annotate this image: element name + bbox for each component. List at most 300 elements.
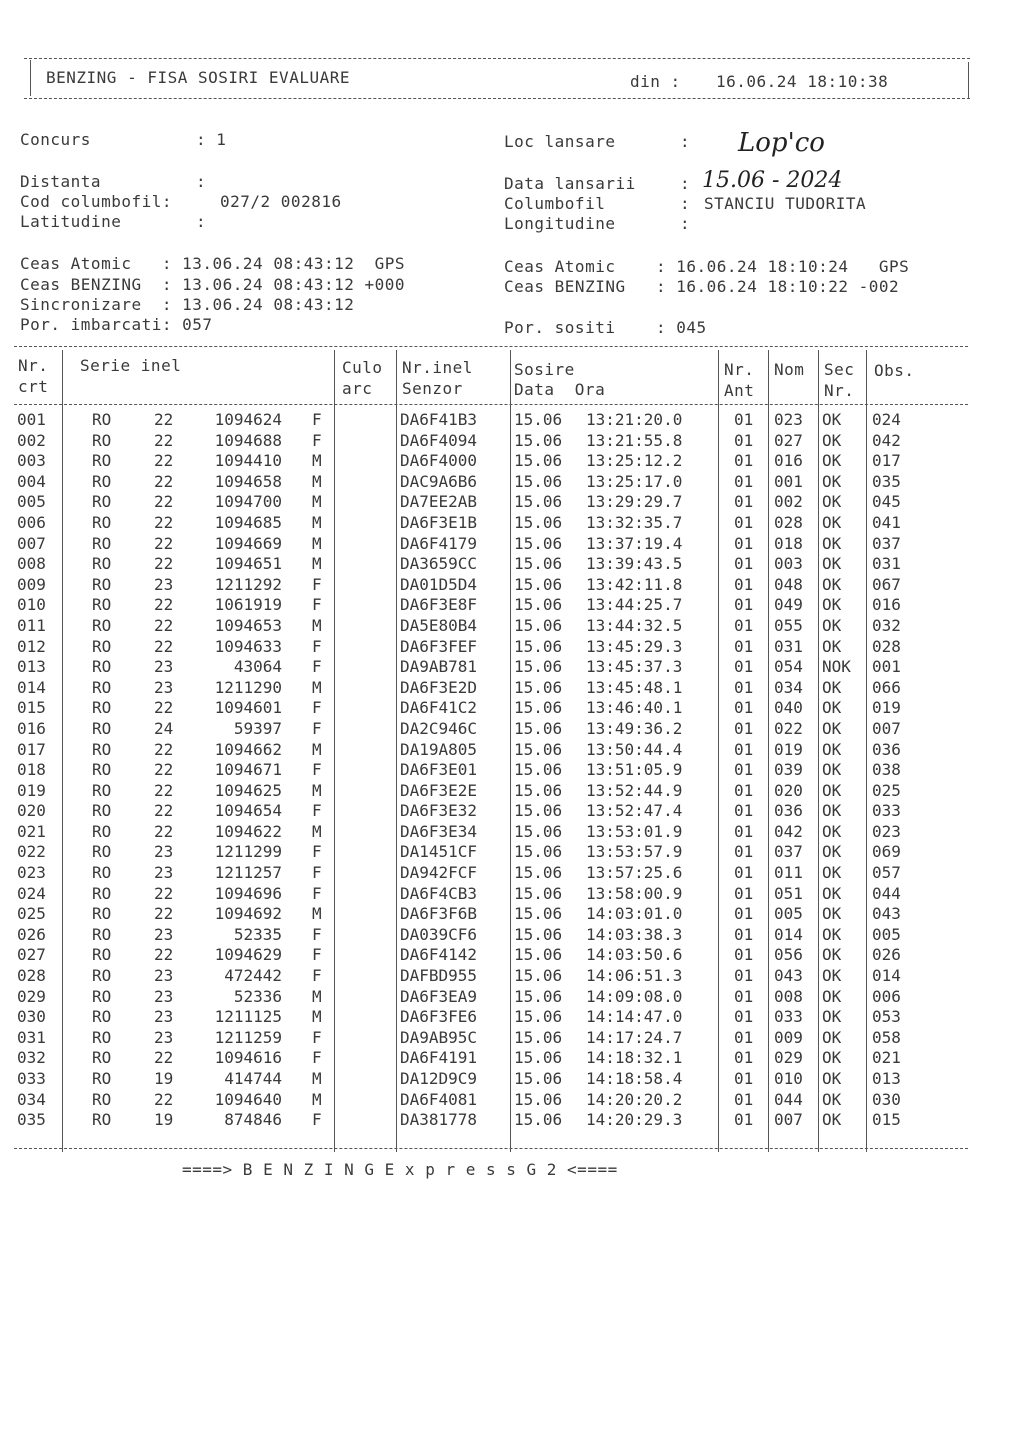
row-sec-status: OK — [822, 1069, 842, 1088]
row-sensor-id: DAFBD955 — [400, 966, 478, 986]
data-lansarii-label: Data lansarii — [504, 174, 636, 193]
row-ring-number: 59397 — [233, 718, 282, 738]
row-ring-number: 1094669 — [214, 533, 282, 553]
row-arrival-date: 15.06 — [514, 615, 563, 635]
row-antenna: 01 — [734, 492, 754, 512]
row-sex: F — [312, 863, 322, 883]
row-arrival-date: 15.06 — [514, 636, 563, 656]
row-antenna: 01 — [734, 904, 754, 924]
row-arrival-time: 14:17:24.7 — [586, 1027, 683, 1047]
row-nr: 008 — [17, 554, 46, 574]
col-arc: arc — [342, 379, 373, 398]
row-nr: 018 — [17, 760, 46, 780]
row-ring-number: 472442 — [224, 966, 282, 986]
row-ring-number: 1094601 — [214, 698, 282, 718]
row-obs: 067 — [872, 574, 901, 594]
row-obs: 024 — [872, 410, 901, 429]
row-obs: 016 — [872, 595, 901, 615]
row-nom: 019 — [774, 739, 803, 759]
row-nom: 005 — [774, 904, 803, 924]
row-nr: 035 — [17, 1110, 46, 1130]
row-sensor-id: DA039CF6 — [400, 924, 478, 944]
row-nom: 028 — [774, 512, 803, 532]
row-sex: M — [312, 780, 322, 800]
row-sensor-id: DA6F3E1B — [400, 512, 478, 532]
report-title: BENZING - FISA SOSIRI EVALUARE — [46, 68, 350, 87]
row-nom: 049 — [774, 595, 803, 615]
row-sensor-id: DA6F4094 — [400, 430, 478, 450]
row-year: 22 — [154, 904, 174, 924]
row-year: 23 — [154, 657, 174, 677]
col-ant: Ant — [724, 381, 755, 400]
row-sensor-id: DA942FCF — [400, 863, 478, 883]
row-year: 19 — [154, 1069, 174, 1088]
row-arrival-date: 15.06 — [514, 554, 563, 574]
row-country: RO — [92, 533, 112, 553]
ceas-atomic-end: Ceas Atomic : 16.06.24 18:10:24 GPS — [504, 257, 910, 276]
table-row — [14, 842, 974, 863]
row-arrival-date: 15.06 — [514, 780, 563, 800]
row-ring-number: 1094654 — [214, 801, 282, 821]
row-arrival-date: 15.06 — [514, 883, 563, 903]
row-antenna: 01 — [734, 718, 754, 738]
row-arrival-time: 13:44:32.5 — [586, 615, 683, 635]
row-arrival-time: 14:09:08.0 — [586, 986, 683, 1006]
row-antenna: 01 — [734, 677, 754, 697]
row-sex: F — [312, 924, 322, 944]
porumbei-imbarcati: Por. imbarcati: 057 — [20, 315, 213, 334]
row-obs: 066 — [872, 677, 901, 697]
row-obs: 013 — [872, 1069, 901, 1088]
row-obs: 033 — [872, 801, 901, 821]
row-obs: 036 — [872, 739, 901, 759]
row-nom: 042 — [774, 821, 803, 841]
row-country: RO — [92, 718, 112, 738]
row-ring-number: 1094671 — [214, 760, 282, 780]
row-nr: 027 — [17, 945, 46, 965]
row-arrival-time: 13:37:19.4 — [586, 533, 683, 553]
table-row — [14, 1110, 974, 1131]
row-nom: 055 — [774, 615, 803, 635]
row-sensor-id: DA6F3E8F — [400, 595, 478, 615]
row-arrival-time: 13:45:37.3 — [586, 657, 683, 677]
row-sensor-id: DA6F4081 — [400, 1089, 478, 1109]
row-nom: 009 — [774, 1027, 803, 1047]
row-year: 22 — [154, 801, 174, 821]
row-sec-status: OK — [822, 512, 842, 532]
row-arrival-time: 14:14:47.0 — [586, 1007, 683, 1027]
latitudine-label: Latitudine — [20, 212, 122, 231]
row-arrival-time: 13:52:47.4 — [586, 801, 683, 821]
row-sex: M — [312, 471, 322, 491]
row-nom: 034 — [774, 677, 803, 697]
row-arrival-time: 14:18:58.4 — [586, 1069, 683, 1088]
row-sex: M — [312, 1069, 322, 1088]
table-row — [14, 1007, 974, 1028]
row-nom: 039 — [774, 760, 803, 780]
row-nr: 032 — [17, 1048, 46, 1068]
row-obs: 043 — [872, 904, 901, 924]
row-year: 22 — [154, 430, 174, 450]
distanta-sep: : — [196, 172, 207, 191]
table-row — [14, 1090, 974, 1111]
table-header-bottom-rule — [14, 404, 968, 405]
row-arrival-date: 15.06 — [514, 1089, 563, 1109]
row-sex: F — [312, 410, 322, 429]
header-bottom-rule — [24, 98, 970, 99]
row-country: RO — [92, 1007, 112, 1027]
row-arrival-date: 15.06 — [514, 718, 563, 738]
row-sensor-id: DA381778 — [400, 1110, 478, 1130]
row-year: 23 — [154, 924, 174, 944]
row-sex: M — [312, 554, 322, 574]
row-arrival-time: 13:21:55.8 — [586, 430, 683, 450]
row-sensor-id: DA6F3E2E — [400, 780, 478, 800]
table-row — [14, 987, 974, 1008]
row-ring-number: 1094653 — [214, 615, 282, 635]
row-year: 22 — [154, 451, 174, 471]
row-country: RO — [92, 595, 112, 615]
row-antenna: 01 — [734, 595, 754, 615]
row-country: RO — [92, 1069, 112, 1088]
row-year: 22 — [154, 554, 174, 574]
row-antenna: 01 — [734, 1027, 754, 1047]
row-sex: F — [312, 1048, 322, 1068]
row-arrival-date: 15.06 — [514, 451, 563, 471]
row-ring-number: 414744 — [224, 1069, 282, 1088]
row-obs: 023 — [872, 821, 901, 841]
row-obs: 005 — [872, 924, 901, 944]
row-year: 22 — [154, 883, 174, 903]
row-ring-number: 1094624 — [214, 410, 282, 429]
row-ring-number: 1211259 — [214, 1027, 282, 1047]
row-sec-status: OK — [822, 471, 842, 491]
cod-columbofil-label: Cod columbofil: — [20, 192, 172, 211]
row-ring-number: 1211125 — [214, 1007, 282, 1027]
row-ring-number: 1094662 — [214, 739, 282, 759]
row-sec-status: OK — [822, 780, 842, 800]
row-sensor-id: DA6F4CB3 — [400, 883, 478, 903]
row-sensor-id: DA6F3EA9 — [400, 986, 478, 1006]
row-sex: F — [312, 595, 322, 615]
row-arrival-date: 15.06 — [514, 657, 563, 677]
col-obs: Obs. — [874, 361, 915, 380]
row-year: 22 — [154, 1089, 174, 1109]
row-country: RO — [92, 863, 112, 883]
row-ring-number: 52335 — [233, 924, 282, 944]
row-arrival-date: 15.06 — [514, 1069, 563, 1088]
row-country: RO — [92, 451, 112, 471]
row-obs: 032 — [872, 615, 901, 635]
row-year: 23 — [154, 1027, 174, 1047]
table-bottom-rule — [14, 1148, 968, 1149]
concurs-value: : 1 — [196, 130, 227, 149]
row-arrival-date: 15.06 — [514, 801, 563, 821]
row-antenna: 01 — [734, 471, 754, 491]
row-sec-status: OK — [822, 430, 842, 450]
row-country: RO — [92, 904, 112, 924]
row-nom: 036 — [774, 801, 803, 821]
row-ring-number: 1094651 — [214, 554, 282, 574]
row-sec-status: OK — [822, 410, 842, 429]
row-year: 22 — [154, 471, 174, 491]
concurs-label: Concurs — [20, 130, 91, 149]
row-sec-status: OK — [822, 1027, 842, 1047]
row-obs: 035 — [872, 471, 901, 491]
row-nr: 005 — [17, 492, 46, 512]
col-sec: Sec — [824, 360, 855, 379]
row-ring-number: 1094616 — [214, 1048, 282, 1068]
row-nr: 015 — [17, 698, 46, 718]
row-nom: 022 — [774, 718, 803, 738]
row-country: RO — [92, 780, 112, 800]
col-sosire: Sosire — [514, 360, 575, 379]
row-arrival-time: 13:49:36.2 — [586, 718, 683, 738]
table-row — [14, 575, 974, 596]
row-year: 22 — [154, 492, 174, 512]
row-nr: 033 — [17, 1069, 46, 1088]
row-country: RO — [92, 966, 112, 986]
row-antenna: 01 — [734, 554, 754, 574]
row-arrival-date: 15.06 — [514, 595, 563, 615]
row-nom: 003 — [774, 554, 803, 574]
row-sec-status: OK — [822, 760, 842, 780]
row-year: 22 — [154, 821, 174, 841]
table-row — [14, 966, 974, 987]
table-row — [14, 945, 974, 966]
row-arrival-time: 13:32:35.7 — [586, 512, 683, 532]
row-arrival-time: 13:58:00.9 — [586, 883, 683, 903]
row-arrival-time: 13:21:20.0 — [586, 410, 683, 429]
table-row — [14, 760, 974, 781]
row-sensor-id: DA6F3E2D — [400, 677, 478, 697]
row-antenna: 01 — [734, 780, 754, 800]
row-sensor-id: DA9AB781 — [400, 657, 478, 677]
row-obs: 026 — [872, 945, 901, 965]
row-sex: M — [312, 904, 322, 924]
row-nr: 007 — [17, 533, 46, 553]
row-year: 22 — [154, 512, 174, 532]
row-sex: F — [312, 945, 322, 965]
row-nr: 026 — [17, 924, 46, 944]
row-antenna: 01 — [734, 430, 754, 450]
row-sec-status: OK — [822, 492, 842, 512]
row-nom: 037 — [774, 842, 803, 862]
row-sec-status: OK — [822, 945, 842, 965]
table-row — [14, 657, 974, 678]
row-sec-status: OK — [822, 821, 842, 841]
row-sex: F — [312, 1110, 322, 1130]
row-ring-number: 1094410 — [214, 451, 282, 471]
row-year: 23 — [154, 986, 174, 1006]
table-row — [14, 904, 974, 925]
row-sensor-id: DA3659CC — [400, 554, 478, 574]
row-nom: 029 — [774, 1048, 803, 1068]
row-nom: 018 — [774, 533, 803, 553]
data-lansarii-sep: : — [680, 174, 691, 193]
arrivals-table — [14, 410, 974, 1131]
row-antenna: 01 — [734, 1089, 754, 1109]
row-nr: 031 — [17, 1027, 46, 1047]
row-arrival-time: 13:25:12.2 — [586, 451, 683, 471]
row-sex: M — [312, 1089, 322, 1109]
row-country: RO — [92, 698, 112, 718]
row-arrival-date: 15.06 — [514, 410, 563, 429]
row-nr: 016 — [17, 718, 46, 738]
table-row — [14, 781, 974, 802]
row-sensor-id: DAC9A6B6 — [400, 471, 478, 491]
row-arrival-time: 13:29:29.7 — [586, 492, 683, 512]
row-sec-status: OK — [822, 1110, 842, 1130]
row-nr: 009 — [17, 574, 46, 594]
row-nr: 003 — [17, 451, 46, 471]
row-arrival-date: 15.06 — [514, 430, 563, 450]
row-year: 23 — [154, 677, 174, 697]
row-sex: F — [312, 883, 322, 903]
row-arrival-time: 13:44:25.7 — [586, 595, 683, 615]
row-obs: 069 — [872, 842, 901, 862]
row-arrival-date: 15.06 — [514, 1048, 563, 1068]
row-nom: 010 — [774, 1069, 803, 1088]
row-ring-number: 1211257 — [214, 863, 282, 883]
row-nr: 030 — [17, 1007, 46, 1027]
table-header-top-rule — [14, 346, 968, 347]
table-row — [14, 1028, 974, 1049]
row-arrival-date: 15.06 — [514, 1007, 563, 1027]
row-sec-status: OK — [822, 1007, 842, 1027]
row-arrival-date: 15.06 — [514, 1110, 563, 1130]
row-year: 22 — [154, 615, 174, 635]
row-sec-status: OK — [822, 554, 842, 574]
row-obs: 001 — [872, 657, 901, 677]
row-obs: 045 — [872, 492, 901, 512]
row-nr: 034 — [17, 1089, 46, 1109]
row-nr: 002 — [17, 430, 46, 450]
row-year: 22 — [154, 410, 174, 429]
row-arrival-time: 13:52:44.9 — [586, 780, 683, 800]
table-row — [14, 637, 974, 658]
row-sec-status: OK — [822, 1048, 842, 1068]
data-lansarii-handwritten: 15.06 - 2024 — [702, 168, 843, 193]
row-ring-number: 1094640 — [214, 1089, 282, 1109]
table-row — [14, 884, 974, 905]
row-sensor-id: DA6F41C2 — [400, 698, 478, 718]
row-arrival-time: 14:03:50.6 — [586, 945, 683, 965]
row-obs: 030 — [872, 1089, 901, 1109]
row-country: RO — [92, 760, 112, 780]
row-antenna: 01 — [734, 924, 754, 944]
loc-lansare-handwritten: Lop'co — [738, 128, 825, 158]
row-ring-number: 1094685 — [214, 512, 282, 532]
row-country: RO — [92, 924, 112, 944]
row-sensor-id: DA6F4191 — [400, 1048, 478, 1068]
row-arrival-date: 15.06 — [514, 471, 563, 491]
row-arrival-date: 15.06 — [514, 492, 563, 512]
row-country: RO — [92, 801, 112, 821]
row-arrival-date: 15.06 — [514, 966, 563, 986]
row-sex: F — [312, 801, 322, 821]
row-year: 22 — [154, 636, 174, 656]
row-arrival-date: 15.06 — [514, 574, 563, 594]
table-row — [14, 822, 974, 843]
row-year: 19 — [154, 1110, 174, 1130]
row-arrival-time: 14:20:29.3 — [586, 1110, 683, 1130]
row-country: RO — [92, 492, 112, 512]
row-nom: 016 — [774, 451, 803, 471]
row-year: 23 — [154, 966, 174, 986]
row-antenna: 01 — [734, 883, 754, 903]
row-nom: 033 — [774, 1007, 803, 1027]
table-row — [14, 719, 974, 740]
header-right-border — [968, 62, 969, 98]
row-antenna: 01 — [734, 966, 754, 986]
row-sensor-id: DA6F3E34 — [400, 821, 478, 841]
row-sex: F — [312, 718, 322, 738]
row-nom: 007 — [774, 1110, 803, 1130]
table-row — [14, 925, 974, 946]
row-nr: 019 — [17, 780, 46, 800]
col-crt: crt — [18, 377, 49, 396]
row-sex: F — [312, 574, 322, 594]
row-country: RO — [92, 1048, 112, 1068]
table-row — [14, 698, 974, 719]
col-senzor: Senzor — [402, 379, 463, 398]
row-country: RO — [92, 1110, 112, 1130]
row-sensor-id: DA6F3FE6 — [400, 1007, 478, 1027]
row-sex: F — [312, 636, 322, 656]
row-sensor-id: DA7EE2AB — [400, 492, 478, 512]
row-arrival-time: 13:39:43.5 — [586, 554, 683, 574]
row-country: RO — [92, 615, 112, 635]
row-ring-number: 874846 — [224, 1110, 282, 1130]
row-antenna: 01 — [734, 574, 754, 594]
row-sensor-id: DA6F4142 — [400, 945, 478, 965]
row-antenna: 01 — [734, 636, 754, 656]
row-sec-status: OK — [822, 451, 842, 471]
row-sec-status: OK — [822, 1089, 842, 1109]
table-row — [14, 1048, 974, 1069]
row-antenna: 01 — [734, 698, 754, 718]
row-antenna: 01 — [734, 739, 754, 759]
table-row — [14, 410, 974, 431]
row-sec-status: OK — [822, 574, 842, 594]
row-country: RO — [92, 821, 112, 841]
row-arrival-date: 15.06 — [514, 698, 563, 718]
row-year: 24 — [154, 718, 174, 738]
row-arrival-date: 15.06 — [514, 986, 563, 1006]
row-nom: 001 — [774, 471, 803, 491]
row-nr: 023 — [17, 863, 46, 883]
table-row — [14, 554, 974, 575]
row-arrival-date: 15.06 — [514, 821, 563, 841]
col-serie-inel: Serie inel — [80, 356, 182, 375]
row-obs: 038 — [872, 760, 901, 780]
row-year: 22 — [154, 698, 174, 718]
row-year: 22 — [154, 780, 174, 800]
row-year: 23 — [154, 1007, 174, 1027]
row-nr: 001 — [17, 410, 46, 429]
row-ring-number: 1211299 — [214, 842, 282, 862]
row-nom: 014 — [774, 924, 803, 944]
row-country: RO — [92, 430, 112, 450]
row-arrival-date: 15.06 — [514, 533, 563, 553]
row-arrival-time: 13:25:17.0 — [586, 471, 683, 491]
loc-lansare-label: Loc lansare — [504, 132, 616, 151]
row-arrival-time: 14:20:20.2 — [586, 1089, 683, 1109]
columbofil-label: Columbofil — [504, 194, 606, 213]
row-country: RO — [92, 410, 112, 429]
row-nom: 054 — [774, 657, 803, 677]
